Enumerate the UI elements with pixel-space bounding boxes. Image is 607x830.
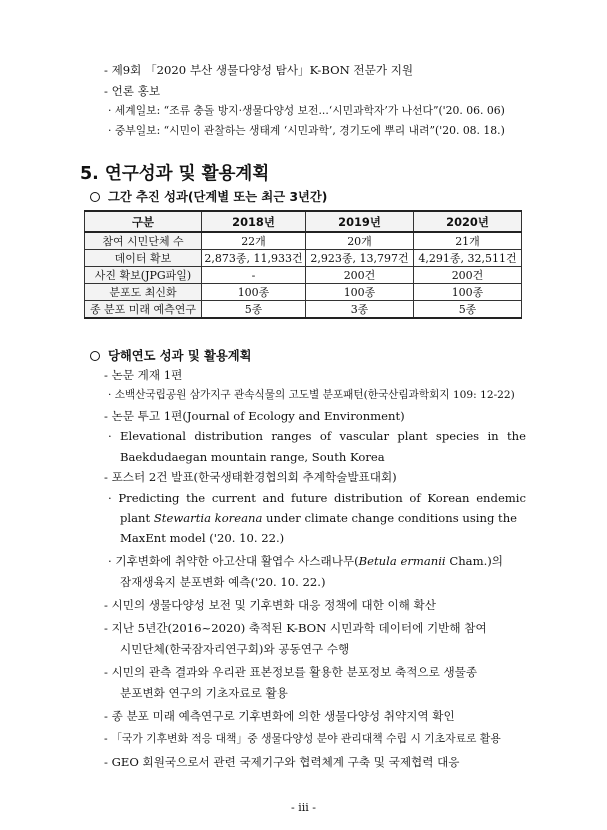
text-line: - 「국가 기후변화 적응 대책」중 생물다양성 분야 관리대책 수립 시 기초자료로 활용 bbox=[104, 732, 501, 745]
text-line: - 제9회 「2020 부산 생물다양성 탐사」K-BON 전문가 지원 bbox=[104, 63, 414, 77]
species-italic-line: · 기후변화에 취약한 아고산대 활엽수 사스래나무(Betula ermanii Cham.)의 bbox=[108, 554, 503, 568]
text-line: - 포스터 2건 발표(한국생태환경협의회 추계학술발표대회) bbox=[104, 470, 397, 484]
table-header-cell: 2019년 bbox=[306, 211, 414, 232]
table-header-row bbox=[85, 211, 522, 232]
table-row bbox=[85, 232, 522, 250]
table-row bbox=[85, 250, 522, 267]
text-line: MaxEnt model ('20. 10. 22.) bbox=[120, 531, 285, 545]
text-line: - 논문 게재 1편 bbox=[104, 368, 183, 382]
table-cell: 사진 확보(JPG파일) bbox=[85, 267, 202, 284]
text-line: Baekdudaegan mountain range, South Korea bbox=[120, 450, 385, 464]
table-cell: 100종 bbox=[202, 284, 306, 301]
table-header-cell: 2018년 bbox=[202, 211, 306, 232]
table-cell: 참여 시민단체 수 bbox=[85, 232, 202, 250]
table-cell: 2,923종, 13,797건 bbox=[306, 250, 414, 267]
table-cell: 3종 bbox=[306, 301, 414, 319]
table-cell: 20개 bbox=[306, 232, 414, 250]
table-cell: 데이터 확보 bbox=[85, 250, 202, 267]
table-cell: 5종 bbox=[414, 301, 522, 319]
circle-bullet-icon bbox=[90, 192, 100, 202]
text-line: 시민단체(한국잠자리연구회)와 공동연구 수행 bbox=[120, 642, 350, 656]
text-line: - 지난 5년간(2016~2020) 축적된 K-BON 시민과학 데이터에 기반해 참여 bbox=[104, 621, 487, 635]
subsection-title-text: 그간 추진 성과(단계별 또는 최근 3년간) bbox=[108, 190, 328, 204]
text-line: - 언론 홍보 bbox=[104, 84, 161, 98]
performance-table bbox=[84, 210, 522, 319]
table-cell: 4,291종, 32,511건 bbox=[414, 250, 522, 267]
text-line: · 중부일보: “시민이 관찰하는 생태계 ‘시민과학’, 경기도에 뿌리 내려”('20. 08. 18.) bbox=[108, 124, 505, 137]
text-line: - 종 분포 미래 예측연구로 기후변화에 의한 생물다양성 취약지역 확인 bbox=[104, 709, 455, 723]
section-title: 5. 연구성과 및 활용계획 bbox=[80, 164, 270, 184]
subsection-title bbox=[90, 187, 327, 205]
circle-bullet-icon bbox=[90, 351, 100, 361]
table-header-cell: 구분 bbox=[85, 211, 202, 232]
table-row bbox=[85, 284, 522, 301]
text-line: - GEO 회원국으로서 관련 국제기구와 협력체계 구축 및 국제협력 대응 bbox=[104, 755, 460, 769]
text-line: · Elevational distribution ranges of vascular plant species in the bbox=[108, 429, 526, 443]
subsection-title bbox=[90, 346, 252, 364]
text-line bbox=[120, 510, 526, 526]
table-cell: 21개 bbox=[414, 232, 522, 250]
page-number: - iii - bbox=[291, 801, 316, 814]
table-cell: 5종 bbox=[202, 301, 306, 319]
text-line: - 논문 투고 1편(Journal of Ecology and Environment) bbox=[104, 409, 405, 423]
species-italic-line: plant Stewartia koreana under climate change conditions using the bbox=[120, 511, 518, 525]
subsection-title-text: 당해연도 성과 및 활용계획 bbox=[108, 349, 252, 363]
text-line: · Predicting the current and future distribution of Korean endemic bbox=[108, 491, 526, 505]
table-cell: 22개 bbox=[202, 232, 306, 250]
text-line: · 세계일보: “조류 충돌 방지·생물다양성 보전...‘시민과학자’가 나선다”('20. 06. 06) bbox=[108, 104, 505, 117]
table-cell: 200건 bbox=[306, 267, 414, 284]
table-cell: 100종 bbox=[306, 284, 414, 301]
table-row bbox=[85, 267, 522, 284]
table-cell: 200건 bbox=[414, 267, 522, 284]
text-line bbox=[108, 553, 503, 569]
table-cell: 종 분포 미래 예측연구 bbox=[85, 301, 202, 319]
text-line: · 소백산국립공원 삼가지구 관속식물의 고도별 분포패턴(한국산림과학회지 109: 12-22) bbox=[108, 389, 515, 401]
table-cell: 100종 bbox=[414, 284, 522, 301]
table-cell: 분포도 최신화 bbox=[85, 284, 202, 301]
table-row bbox=[85, 301, 522, 319]
table-header-cell: 2020년 bbox=[414, 211, 522, 232]
text-line: 분포변화 연구의 기초자료로 활용 bbox=[120, 686, 288, 700]
table-cell: 2,873종, 11,933건 bbox=[202, 250, 306, 267]
text-line: - 시민의 관측 결과와 우리관 표본정보를 활용한 분포정보 축적으로 생물종 bbox=[104, 665, 478, 679]
table-cell: - bbox=[202, 267, 306, 284]
text-line: 잠재생육지 분포변화 예측('20. 10. 22.) bbox=[120, 575, 326, 589]
text-line: - 시민의 생물다양성 보전 및 기후변화 대응 정책에 대한 이해 확산 bbox=[104, 598, 436, 612]
